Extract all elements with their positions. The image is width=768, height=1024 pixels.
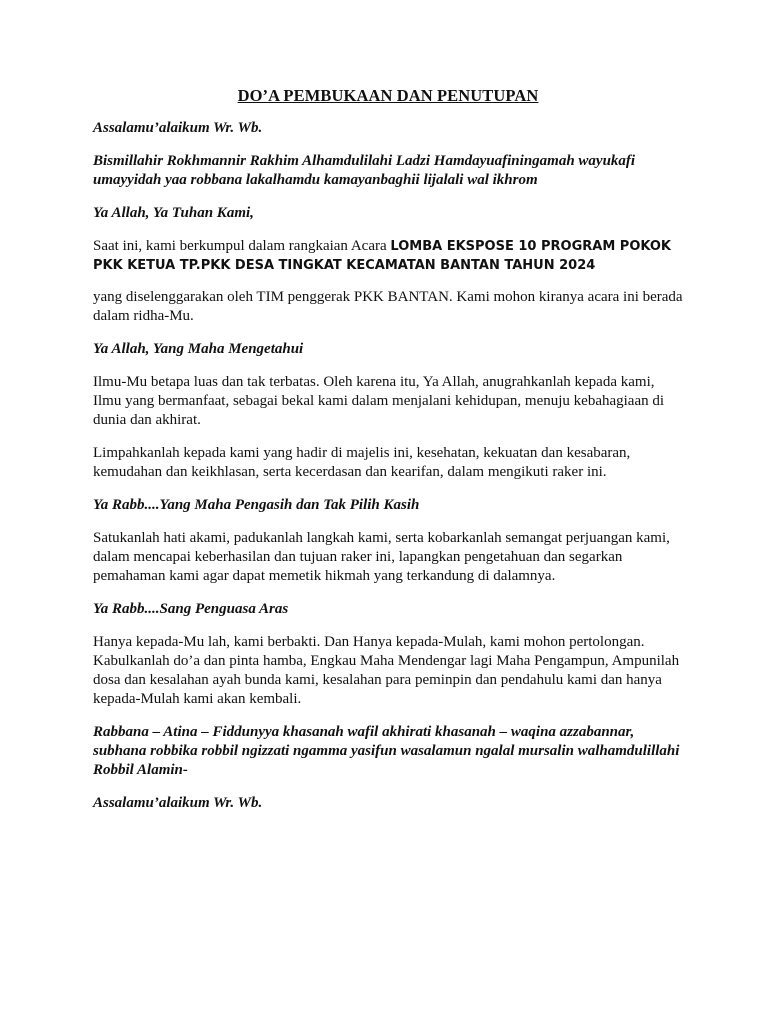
- heading-maha-mengetahui: Ya Allah, Yang Maha Mengetahui: [93, 341, 304, 357]
- document-body: [93, 86, 683, 827]
- heading-maha-pengasih: Ya Rabb....Yang Maha Pengasih dan Tak Pilih Kasih: [93, 497, 420, 513]
- closing-greeting: Assalamu’alaikum Wr. Wb.: [93, 795, 263, 811]
- event-paragraph: [93, 237, 683, 275]
- event-intro-text: Saat ini, kami berkumpul dalam rangkaian Acara: [93, 238, 391, 254]
- paragraph-knowledge: Ilmu-Mu betapa luas dan tak terbatas. Oleh karena itu, Ya Allah, anugrahkanlah kepada kami, Ilmu yang bermanfaat, sebagai bekal kami dalam menjalani kehidupan, menuju kebahagiaan di dunia dan akhirat.: [93, 374, 665, 428]
- opening-greeting: Assalamu’alaikum Wr. Wb.: [93, 120, 263, 136]
- closing-prayer: Rabbana – Atina – Fiddunyya khasanah wafil akhirati khasanah – waqina azzabannar, subhana robbika robbil ngizzati ngamma yasifun wasalamun ngalal mursalin walhamdulillahi Robbil Alamin-: [93, 724, 680, 778]
- paragraph-blessings: Limpahkanlah kepada kami yang hadir di majelis ini, kesehatan, kekuatan dan kesabaran, kemudahan dan keikhlasan, serta kecerdasan dan kearifan, dalam mengikuti raker ini.: [93, 445, 631, 480]
- heading-penguasa-aras: Ya Rabb....Sang Penguasa Aras: [93, 601, 289, 617]
- heading-ya-allah-ya-tuhan: Ya Allah, Ya Tuhan Kami,: [93, 205, 254, 221]
- opening-prayer: Bismillahir Rokhmannir Rakhim Alhamdulilahi Ladzi Hamdayuafiningamah wayukafi umayyidah yaa robbana lakalhamdu kamayanbaghii lijalali wal ikhrom: [93, 153, 636, 188]
- document-title: DO’A PEMBUKAAN DAN PENUTUPAN: [237, 86, 539, 105]
- event-name: LOMBA EKSPOSE 10 PROGRAM POKOK PKK KETUA TP.PKK DESA TINGKAT KECAMATAN BANTAN TAHUN 2024: [93, 239, 671, 273]
- event-continuation: yang diselenggarakan oleh TIM penggerak PKK BANTAN. Kami mohon kiranya acara ini berada dalam ridha-Mu.: [93, 289, 683, 324]
- paragraph-devotion: Hanya kepada-Mu lah, kami berbakti. Dan Hanya kepada-Mulah, kami mohon pertolongan. Kabulkanlah do’a dan pinta hamba, Engkau Maha Mendengar lagi Maha Pengampun, Ampunilah dosa dan kesalahan ayah bunda kami, kesalahan para peminpin dan pendahulu kami dan hanya kepada-Mulah kami akan kembali.: [93, 634, 680, 707]
- paragraph-unity: Satukanlah hati akami, padukanlah langkah kami, serta kobarkanlah semangat perjuangan kami, dalam mencapai keberhasilan dan tujuan raker ini, lapangkan pengetahuan dan segarkan pemahaman kami agar dapat memetik hikmah yang terkandung di dalamnya.: [93, 530, 670, 584]
